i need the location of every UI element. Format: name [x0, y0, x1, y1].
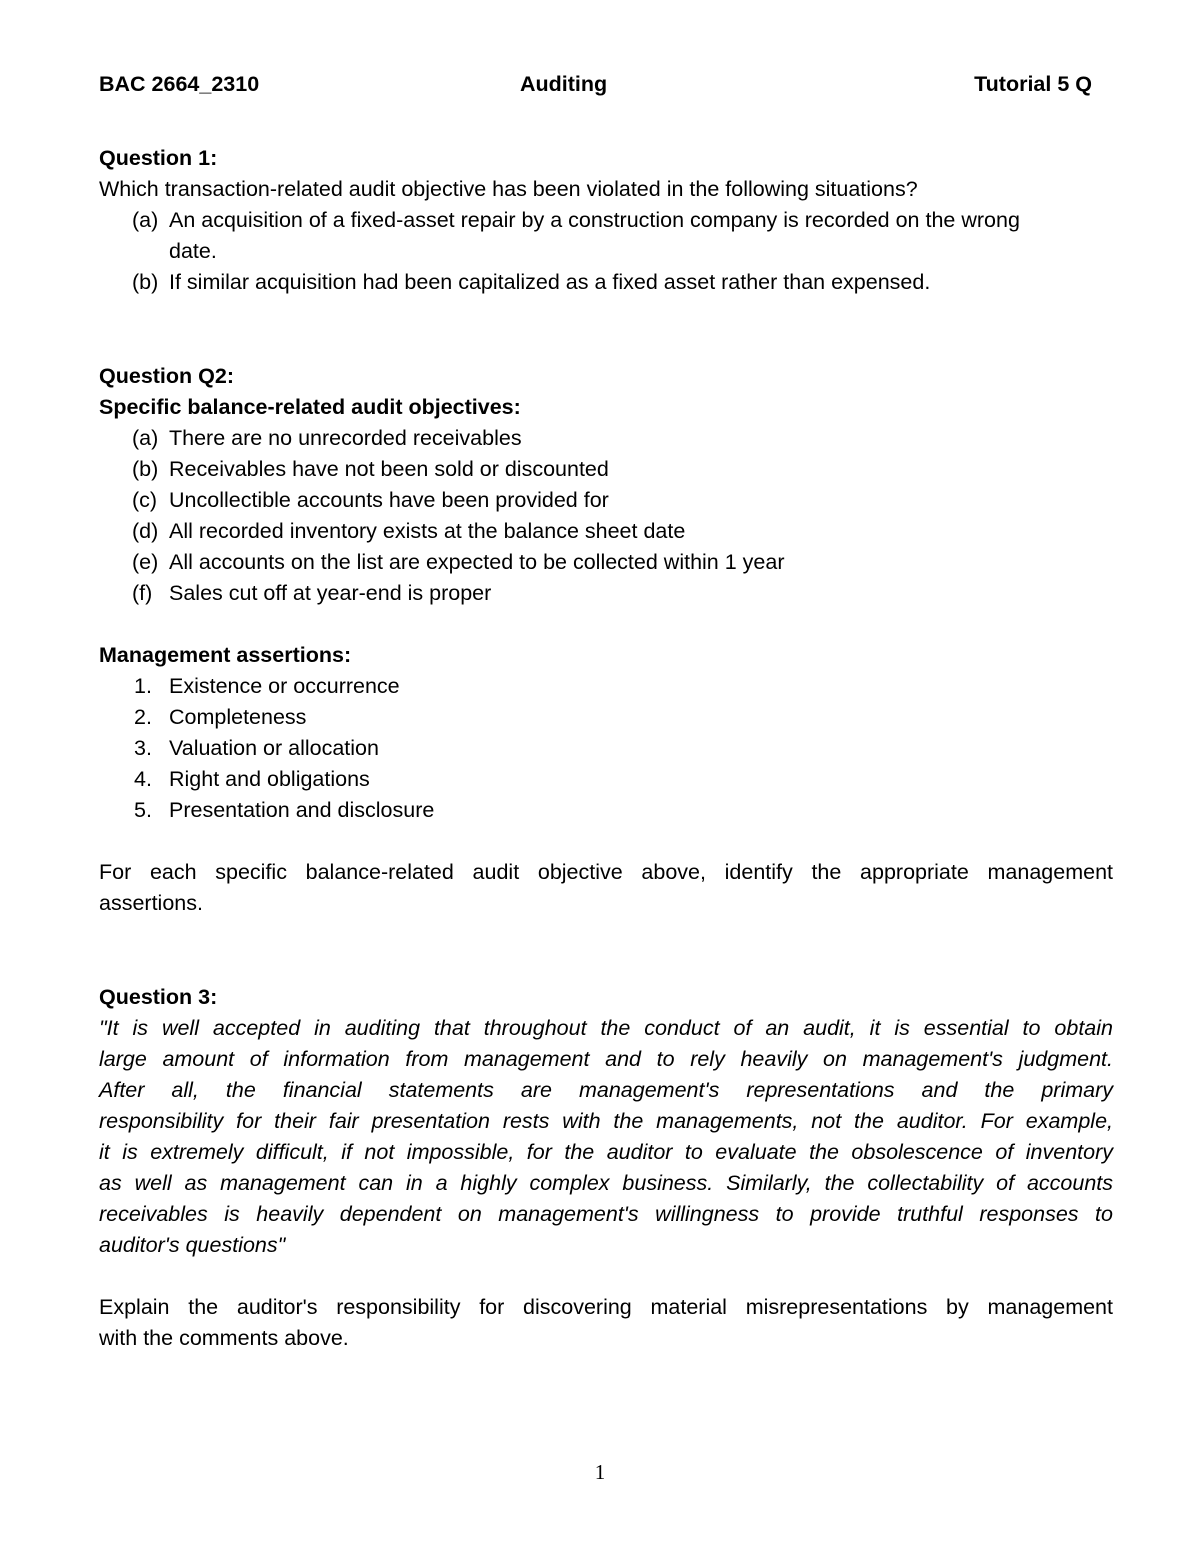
question-2-instruction: For each specific balance-related audit objective above, identify the appropriate management — [99, 860, 1113, 884]
list-item — [99, 454, 1113, 485]
quote-line: it is extremely difficult, if not impossible, for the auditor to evaluate the obsolescence of inventory — [99, 1140, 1113, 1164]
list-item-text: Sales cut off at year-end is proper — [169, 581, 492, 605]
subject-title: Auditing — [520, 72, 608, 96]
list-item-text: Presentation and disclosure — [169, 798, 435, 822]
question-1-prompt: Which transaction-related audit objective has been violated in the following situations? — [99, 177, 918, 201]
tutorial-label: Tutorial 5 Q — [974, 72, 1092, 96]
list-item-text: All accounts on the list are expected to be collected within 1 year — [169, 550, 785, 574]
list-marker: 4. — [134, 767, 152, 791]
page-number: 1 — [594, 1460, 606, 1484]
list-marker: (d) — [132, 519, 159, 543]
quote-line: receivables is heavily dependent on management's willingness to provide truthful responses to — [99, 1202, 1113, 1226]
list-item — [99, 205, 1113, 236]
quote-line: "It is well accepted in auditing that throughout the conduct of an audit, it is essential to obtain — [99, 1016, 1113, 1040]
course-code: BAC 2664_2310 — [99, 72, 260, 96]
quote-line-end: auditor's questions" — [99, 1233, 286, 1257]
question-3-title: Question 3: — [99, 985, 218, 1009]
list-item — [99, 733, 1113, 764]
list-marker: (c) — [132, 488, 158, 512]
list-item-text: Right and obligations — [169, 767, 370, 791]
list-marker: 5. — [134, 798, 152, 822]
list-item-text: Uncollectible accounts have been provided for — [169, 488, 609, 512]
list-item-continuation: date. — [169, 239, 217, 263]
list-item — [99, 267, 1113, 298]
question-2-subtitle: Specific balance-related audit objectives: — [99, 395, 521, 419]
list-marker: 2. — [134, 705, 152, 729]
question-2 — [99, 361, 1113, 919]
question-3-instruction: Explain the auditor's responsibility for discovering material misrepresentations by management — [99, 1295, 1113, 1319]
list-marker: (e) — [132, 550, 159, 574]
quote-line: as well as management can in a highly complex business. Similarly, the collectability of accounts — [99, 1171, 1113, 1195]
question-1-title: Question 1: — [99, 146, 218, 170]
spacer — [99, 1261, 1113, 1292]
assertions-title: Management assertions: — [99, 643, 352, 667]
page-header — [99, 72, 1113, 100]
list-item-text: Valuation or allocation — [169, 736, 379, 760]
spacer — [99, 609, 1113, 640]
list-item — [99, 423, 1113, 454]
spacer — [99, 826, 1113, 857]
list-marker: (a) — [132, 426, 159, 450]
list-item — [99, 671, 1113, 702]
list-item-text: Completeness — [169, 705, 307, 729]
quote-line: After all, the financial statements are management's representations and the primary — [99, 1078, 1113, 1102]
list-marker: (f) — [132, 581, 153, 605]
list-item — [99, 547, 1113, 578]
question-3-instruction-end: with the comments above. — [99, 1326, 349, 1350]
quote-line: responsibility for their fair presentation rests with the managements, not the auditor. For example, — [99, 1109, 1113, 1133]
question-2-title: Question Q2: — [99, 364, 234, 388]
question-1 — [99, 143, 1113, 298]
list-item-text: If similar acquisition had been capitalized as a fixed asset rather than expensed. — [169, 270, 931, 294]
list-item — [99, 485, 1113, 516]
list-item — [99, 764, 1113, 795]
list-item-text: Receivables have not been sold or discounted — [169, 457, 609, 481]
list-item-text: An acquisition of a fixed-asset repair by a construction company is recorded on the wrong — [169, 208, 1020, 232]
list-marker: (b) — [132, 270, 159, 294]
list-item — [99, 578, 1113, 609]
list-item — [99, 516, 1113, 547]
list-marker: 1. — [134, 674, 152, 698]
question-2-instruction-end: assertions. — [99, 891, 203, 915]
list-marker: (a) — [132, 208, 159, 232]
quote-line: large amount of information from management and to rely heavily on management's judgment. — [99, 1047, 1113, 1071]
list-item-text: There are no unrecorded receivables — [169, 426, 522, 450]
list-item — [99, 702, 1113, 733]
list-item — [99, 795, 1113, 826]
list-marker: (b) — [132, 457, 159, 481]
list-marker: 3. — [134, 736, 152, 760]
list-item-text: All recorded inventory exists at the balance sheet date — [169, 519, 686, 543]
list-item-text: Existence or occurrence — [169, 674, 400, 698]
question-3 — [99, 982, 1113, 1354]
